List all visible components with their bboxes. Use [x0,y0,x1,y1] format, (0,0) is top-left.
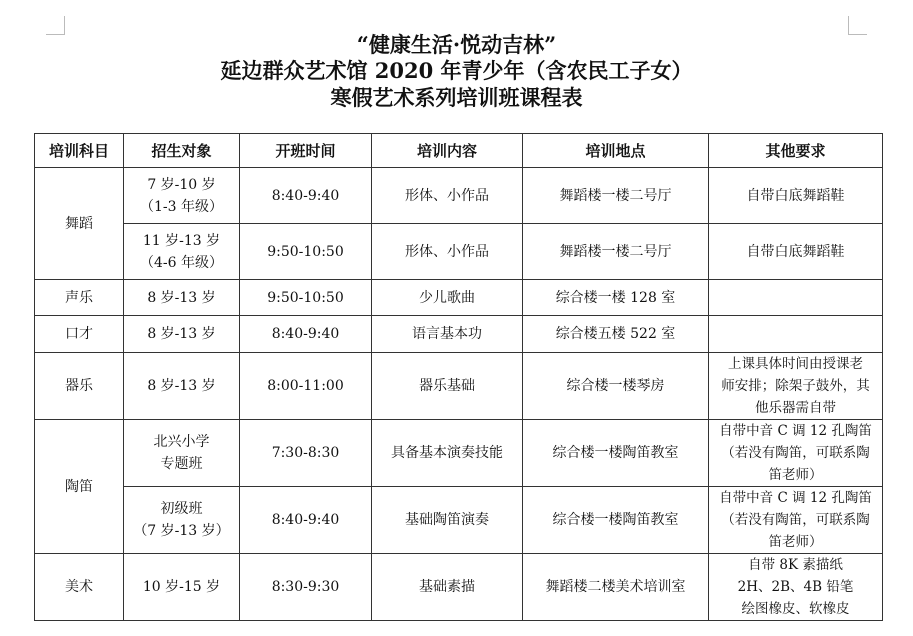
target-cell: 8 岁-13 岁 [124,280,240,316]
title-organizer: 延边群众艺术馆 2020 年青少年（含农民工子女） [220,58,693,83]
subject-cell: 美术 [35,554,124,621]
subject-cell: 陶笛 [35,420,124,554]
notes-line: 笛老师） [768,534,823,550]
location-cell: 舞蹈楼二楼美术培训室 [523,554,709,621]
title-slogan: “健康生活·悦动吉林” [356,32,557,57]
location-cell: 综合楼一楼陶笛教室 [523,487,709,554]
location-cell: 舞蹈楼一楼二号厅 [523,168,709,224]
header-time: 开班时间 [240,134,372,168]
content-cell: 语言基本功 [372,316,523,353]
table-row [35,420,883,487]
header-target: 招生对象 [124,134,240,168]
header-content: 培训内容 [372,134,523,168]
header-notes: 其他要求 [709,134,883,168]
notes-line: 笛老师） [768,467,823,483]
table-row [35,353,883,420]
target-line: 北兴小学 [153,434,210,450]
title-schedule: 寒假艺术系列培训班课程表 [330,85,583,110]
target-cell: 8 岁-13 岁 [124,316,240,353]
table-row [35,316,883,353]
notes-cell: 自带白底舞蹈鞋 [709,168,883,224]
subject-cell: 声乐 [35,280,124,316]
target-line: （4-6 年级） [140,254,223,271]
table-row [35,554,883,621]
time-cell: 9:50-10:50 [240,224,372,280]
notes-cell [709,316,883,353]
content-cell: 形体、小作品 [372,224,523,280]
time-cell: 8:40-9:40 [240,168,372,224]
notes-cell [709,280,883,316]
table-row [35,168,883,224]
content-cell: 器乐基础 [372,353,523,420]
subject-cell: 舞蹈 [35,168,124,280]
notes-line: 2H、2B、4B 铅笔 [737,579,854,595]
notes-line: （若没有陶笛，可联系陶 [721,512,870,528]
location-cell: 舞蹈楼一楼二号厅 [523,224,709,280]
target-cell [124,168,240,224]
content-cell: 形体、小作品 [372,168,523,224]
time-cell: 8:40-9:40 [240,487,372,554]
time-cell: 9:50-10:50 [240,280,372,316]
notes-line: 他乐器需自带 [755,400,836,416]
notes-line: （若没有陶笛，可联系陶 [721,445,870,461]
notes-line: 绘图橡皮、软橡皮 [741,601,850,617]
notes-line: 师安排；除架子鼓外，其 [721,378,870,394]
content-cell: 少儿歌曲 [372,280,523,316]
subject-cell: 器乐 [35,353,124,420]
location-cell: 综合楼一楼琴房 [523,353,709,420]
target-line: （1-3 年级） [140,198,223,215]
target-line: （7 岁-13 岁） [133,523,230,539]
target-cell [124,487,240,554]
target-cell [124,224,240,280]
header-subject: 培训科目 [35,134,124,168]
notes-cell [709,554,883,621]
notes-cell: 自带白底舞蹈鞋 [709,224,883,280]
notes-line: 上课具体时间由授课老 [728,356,863,372]
content-cell: 基础陶笛演奏 [372,487,523,554]
table-header-row [35,134,883,168]
table-row [35,280,883,316]
header-location: 培训地点 [523,134,709,168]
content-cell: 具备基本演奏技能 [372,420,523,487]
subject-cell: 口才 [35,316,124,353]
target-line: 专题班 [160,456,203,472]
target-line: 7 岁-10 岁 [147,176,216,193]
notes-cell [709,420,883,487]
target-line: 初级班 [160,501,203,517]
target-cell: 10 岁-15 岁 [124,554,240,621]
notes-cell [709,487,883,554]
time-cell: 8:40-9:40 [240,316,372,353]
notes-line: 自带中音 C 调 12 孔陶笛 [719,423,872,439]
location-cell: 综合楼一楼 128 室 [523,280,709,316]
time-cell: 7:30-8:30 [240,420,372,487]
notes-cell [709,353,883,420]
table-row [35,487,883,554]
target-line: 11 岁-13 岁 [142,232,221,249]
notes-line: 自带 8K 素描纸 [748,557,843,573]
table-row [35,224,883,280]
target-cell [124,420,240,487]
time-cell: 8:00-11:00 [240,353,372,420]
notes-line: 自带中音 C 调 12 孔陶笛 [719,490,872,506]
content-cell: 基础素描 [372,554,523,621]
target-cell: 8 岁-13 岁 [124,353,240,420]
location-cell: 综合楼五楼 522 室 [523,316,709,353]
time-cell: 8:30-9:30 [240,554,372,621]
schedule-table [34,133,883,621]
location-cell: 综合楼一楼陶笛教室 [523,420,709,487]
